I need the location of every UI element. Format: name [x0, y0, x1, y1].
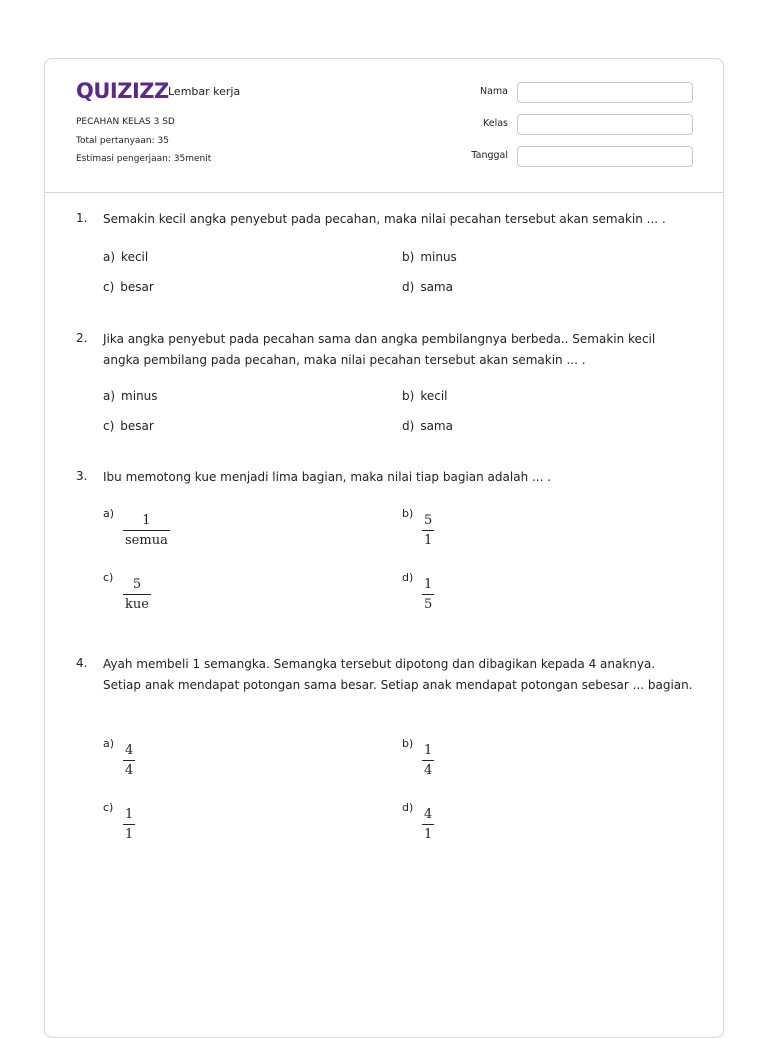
estimated-time: Estimasi pengerjaan: 35menit: [76, 154, 212, 164]
name-field[interactable]: [517, 82, 693, 103]
option-label: a): [103, 389, 116, 403]
option-b[interactable]: [402, 737, 602, 787]
fraction: [422, 577, 434, 612]
fraction: [422, 743, 434, 778]
question-text: Semakin kecil angka penyebut pada pecahan, maka nilai pecahan tersebut akan semakin ... .: [103, 212, 666, 226]
question-text: Ayah membeli 1 semangka. Semangka tersebut dipotong dan dibagikan kepada 4 anaknya. Setiap anak mendapat potongan sama besar. Setiap anak mendapat potongan sebesar ... bagian.: [103, 657, 693, 692]
option-label: b): [402, 250, 415, 264]
numerator: 1: [125, 807, 134, 822]
numerator: 1: [424, 577, 433, 592]
fraction: [422, 807, 434, 842]
option-label: c): [103, 280, 115, 294]
name-label: Nama: [479, 86, 508, 97]
option-label: a): [103, 507, 115, 520]
quizizz-logo: QUIZIZZ: [76, 79, 169, 103]
option-a[interactable]: [103, 737, 303, 787]
option-text: sama: [420, 280, 453, 294]
question-number: 3.: [76, 469, 88, 483]
denominator: 4: [422, 760, 434, 778]
option-label: c): [103, 801, 114, 814]
option-c[interactable]: [103, 280, 154, 294]
option-a[interactable]: [103, 389, 158, 403]
denominator: kue: [123, 594, 151, 612]
option-label: d): [402, 280, 415, 294]
denominator: semua: [123, 530, 170, 548]
question-number: 2.: [76, 331, 88, 345]
option-b[interactable]: [402, 250, 457, 264]
numerator: 1: [142, 513, 151, 528]
option-label: b): [402, 507, 414, 520]
question-text: Jika angka penyebut pada pecahan sama dan angka pembilangnya berbeda.. Semakin kecil angka pembilang pada pecahan, maka nilai pecahan tersebut akan semakin ... .: [103, 332, 656, 367]
question-number: 1.: [76, 211, 88, 225]
denominator: 4: [123, 760, 135, 778]
option-c[interactable]: [103, 419, 154, 433]
denominator: 1: [123, 824, 135, 842]
option-text: sama: [420, 419, 453, 433]
denominator: 1: [422, 530, 434, 548]
option-d[interactable]: [402, 280, 453, 294]
question-text: Ibu memotong kue menjadi lima bagian, maka nilai tiap bagian adalah ... .: [103, 470, 552, 484]
option-d[interactable]: [402, 571, 602, 621]
fraction: [123, 743, 135, 778]
worksheet-title: PECAHAN KELAS 3 SD: [76, 117, 175, 127]
option-b[interactable]: [402, 507, 602, 557]
numerator: 4: [424, 807, 433, 822]
option-c[interactable]: [103, 571, 303, 621]
option-label: c): [103, 571, 114, 584]
total-questions: Total pertanyaan: 35: [76, 136, 169, 146]
numerator: 5: [132, 577, 142, 592]
numerator: 1: [424, 743, 433, 758]
option-label: d): [402, 419, 415, 433]
numerator: 5: [424, 513, 433, 528]
option-label: c): [103, 419, 115, 433]
option-d[interactable]: [402, 801, 602, 851]
question-number: 4.: [76, 656, 88, 670]
denominator: 1: [422, 824, 434, 842]
option-a[interactable]: [103, 507, 303, 557]
class-label: Kelas: [482, 118, 508, 129]
fraction: [422, 513, 434, 548]
option-label: d): [402, 801, 414, 814]
worksheet: [44, 58, 724, 1038]
worksheet-subtitle: Lembar kerja: [168, 85, 241, 98]
option-text: kecil: [121, 250, 149, 264]
fraction: [123, 513, 170, 548]
option-label: d): [402, 571, 414, 584]
option-b[interactable]: [402, 389, 447, 403]
option-text: minus: [420, 250, 457, 264]
option-text: besar: [120, 280, 154, 294]
date-field[interactable]: [517, 146, 693, 167]
numerator: 4: [125, 743, 134, 758]
option-label: a): [103, 737, 115, 750]
option-label: b): [402, 737, 414, 750]
fraction: [123, 807, 135, 842]
option-label: a): [103, 250, 116, 264]
option-a[interactable]: [103, 250, 148, 264]
option-c[interactable]: [103, 801, 303, 851]
worksheet-header: [45, 59, 723, 193]
date-label: Tanggal: [471, 150, 508, 161]
option-label: b): [402, 389, 415, 403]
option-text: besar: [120, 419, 154, 433]
option-d[interactable]: [402, 419, 453, 433]
class-field[interactable]: [517, 114, 693, 135]
fraction: [123, 577, 151, 612]
denominator: 5: [422, 594, 434, 612]
option-text: minus: [121, 389, 158, 403]
option-text: kecil: [420, 389, 448, 403]
